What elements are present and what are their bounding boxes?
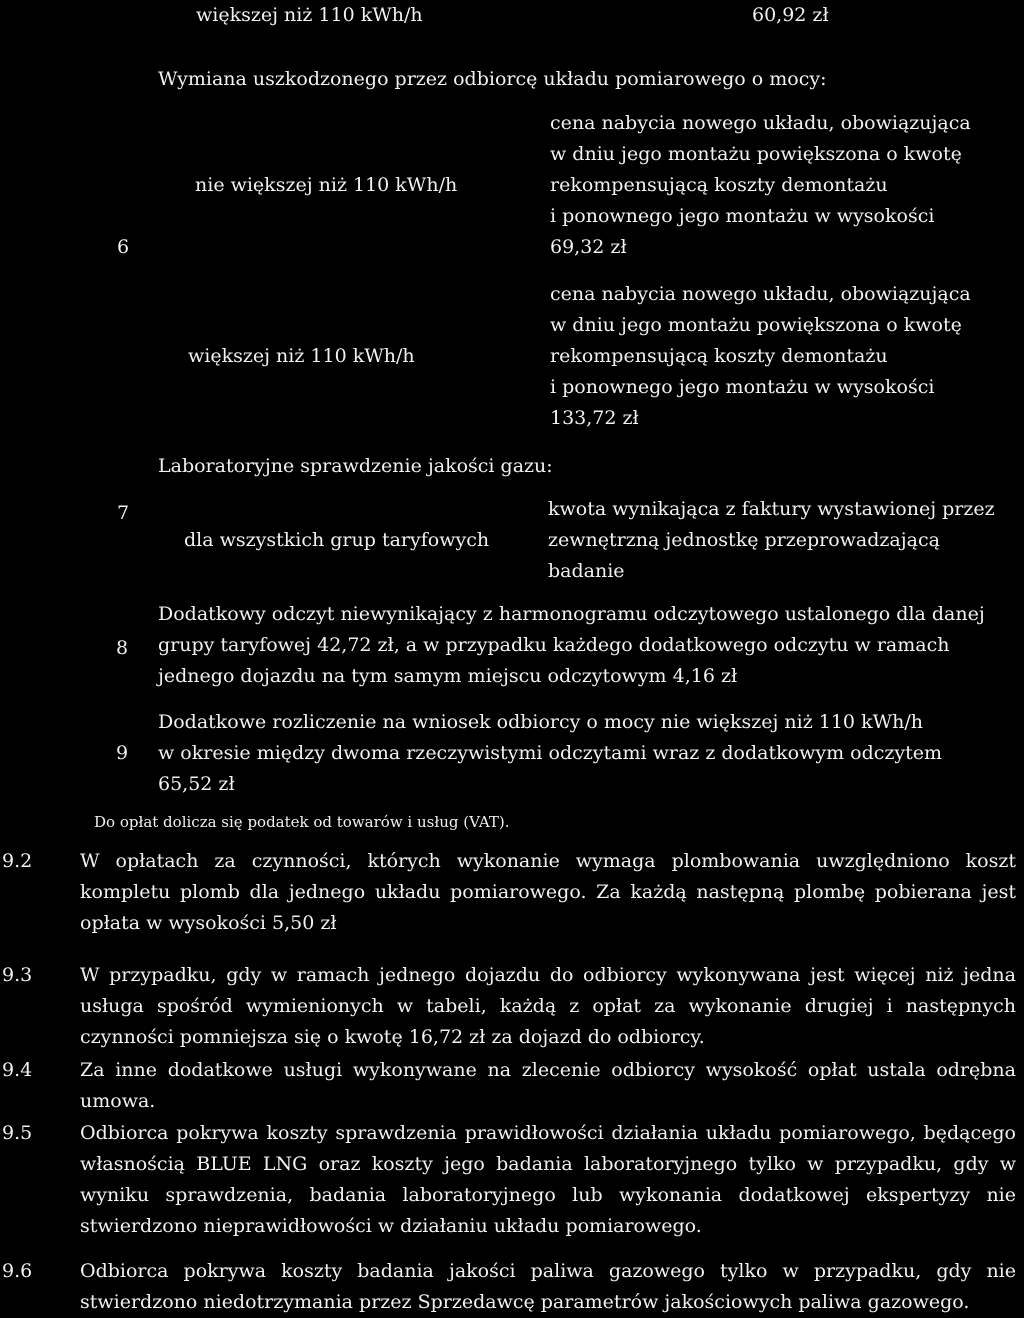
top-row-label: większej niż 110 kWh/h [196,4,423,26]
row7-heading: Laboratoryjne sprawdzenie jakości gazu: [158,455,553,477]
vat-note: Do opłat dolicza się podatek od towarów i usług (VAT). [94,813,510,831]
row9-text: Dodatkowe rozliczenie na wniosek odbiorcy o mocy nie większej niż 110 kWh/h w okresie między dwoma rzeczywistymi odczytami wraz z dodatkowym odczytem 65,52 zł [158,711,943,795]
section-9-3-number: 9.3 [2,964,33,986]
row7-number: 7 [117,502,130,524]
section-9-5-text: Odbiorca pokrywa koszty sprawdzenia prawidłowości działania układu pomiarowego, będącego własnością BLUE LNG oraz koszty jego badania laboratoryjnego tylko w przypadku, gdy w wyniku sprawdzenia, badania laboratoryjnego lub wykonania dodatkowej ekspertyzy nie stwierdzono nieprawidłowości w działaniu układu pomiarowego. [80,1122,1016,1237]
section-9-4-text: Za inne dodatkowe usługi wykonywane na zlecenie odbiorcy wysokość opłat ustala odrębna umowa. [80,1059,1016,1112]
section-9-3-text: W przypadku, gdy w ramach jednego dojazdu do odbiorcy wykonywana jest więcej niż jedna usługa spośród wymienionych w tabeli, każdą z opłat za wykonanie drugiej i następnych czynności pomniejsza się o kwotę 16,72 zł za dojazd do odbiorcy. [80,964,1016,1048]
section-9-2-text: W opłatach za czynności, których wykonanie wymaga plombowania uwzględniono koszt kompletu plomb dla jednego układu pomiarowego. Za każdą następną plombę pobierana jest opłata w wysokości 5,50 zł [80,850,1016,934]
section-9-2-number: 9.2 [2,850,33,872]
section-9-4-number: 9.4 [2,1059,33,1081]
row7-desc: kwota wynikająca z faktury wystawionej przez zewnętrzną jednostkę przeprowadzającą badanie [548,498,995,582]
section-9-5-number: 9.5 [2,1122,33,1144]
top-row-value: 60,92 zł [752,4,829,26]
row8-number: 8 [116,637,129,659]
row6-item2-desc: cena nabycia nowego układu, obowiązująca w dniu jego montażu powiększona o kwotę rekompensującą koszty demontażu i ponownego jego montażu w wysokości 133,72 zł [550,283,971,429]
row6-heading: Wymiana uszkodzonego przez odbiorcę układu pomiarowego o mocy: [158,68,827,90]
row6-item1-desc: cena nabycia nowego układu, obowiązująca w dniu jego montażu powiększona o kwotę rekompensującą koszty demontażu i ponownego jego montażu w wysokości 69,32 zł [550,112,971,258]
section-9-6-text: Odbiorca pokrywa koszty badania jakości paliwa gazowego tylko w przypadku, gdy nie stwierdzono niedotrzymania przez Sprzedawcę parametrów jakościowych paliwa gazowego. [80,1260,1016,1313]
row6-item1-label: nie większej niż 110 kWh/h [195,174,458,196]
row8-text: Dodatkowy odczyt niewynikający z harmonogramu odczytowego ustalonego dla danej grupy taryfowej 42,72 zł, a w przypadku każdego dodatkowego odczytu w ramach jednego dojazdu na tym samym miejscu odczytowym 4,16 zł [158,603,985,687]
row7-label: dla wszystkich grup taryfowych [184,529,490,551]
section-9-6-number: 9.6 [2,1260,33,1282]
row6-number: 6 [117,236,130,258]
row9-number: 9 [116,742,129,764]
row6-item2-label: większej niż 110 kWh/h [188,345,415,367]
